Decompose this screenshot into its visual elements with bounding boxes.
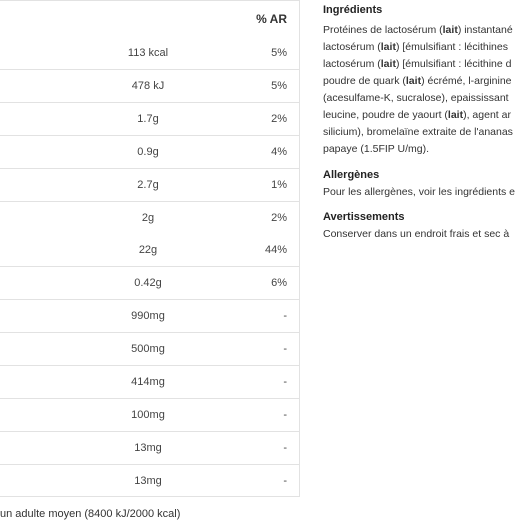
warnings-text: Conserver dans un endroit frais et sec à [323, 228, 510, 240]
ingredients-line [323, 124, 513, 141]
table-row [0, 267, 299, 300]
nutrient-value: 100mg [131, 408, 165, 421]
ingredients-fragment: ) [émulsifiant : lécithines [395, 41, 508, 53]
nutrient-value: 2.7g [137, 178, 159, 191]
nutrient-ar: - [283, 408, 287, 421]
nutrient-ar: - [283, 441, 287, 454]
allergens-title: Allergènes [323, 169, 380, 181]
nutrient-ar: 5% [271, 79, 287, 92]
nutrient-value: 13mg [134, 441, 162, 454]
nutrient-ar: 4% [271, 145, 287, 158]
allergen-highlight: lait [447, 109, 464, 121]
nutrient-value: 0.42g [134, 277, 162, 290]
nutrient-value: 414mg [131, 376, 165, 388]
table-row [0, 234, 299, 267]
nutrient-value: 478 kJ [131, 79, 165, 92]
nutrient-value: 990mg [131, 310, 165, 323]
ingredients-line [323, 141, 429, 158]
table-row [0, 399, 299, 432]
ingredients-fragment: (acesulfame-K, sucralose), epaississant [323, 92, 509, 104]
ingredients-line [323, 73, 512, 90]
ingredients-fragment: silicium), bromelaïne extraite de l'ananas [323, 126, 513, 138]
table-row [0, 70, 299, 103]
ingredients-title: Ingrédients [323, 4, 383, 16]
table-row [0, 366, 299, 399]
table-row [0, 202, 299, 235]
nutrient-value: 2g [141, 211, 155, 224]
nutrition-table-header [0, 1, 299, 38]
allergen-highlight: lait [380, 41, 396, 53]
table-row [0, 333, 299, 366]
ingredients-fragment: lactosérum ( [323, 41, 381, 53]
ingredients-fragment: poudre de quark ( [323, 75, 406, 87]
ingredients-fragment: ) instantané [457, 24, 513, 36]
nutrient-value: 113 kcal [127, 47, 169, 59]
nutrient-ar: 44% [264, 244, 287, 257]
nutrient-ar: 5% [271, 47, 287, 59]
ingredients-line [323, 22, 513, 39]
allergen-highlight: lait [405, 75, 422, 87]
nutrient-ar: 2% [271, 211, 287, 224]
ingredients-line [323, 90, 509, 107]
ingredients-fragment: lactosérum ( [323, 58, 381, 70]
nutrition-footnote: un adulte moyen (8400 kJ/2000 kcal) [0, 508, 181, 520]
nutrient-ar: 2% [271, 112, 287, 125]
ingredients-fragment: papaye (1.5FIP U/mg). [323, 143, 430, 155]
table-row [0, 103, 299, 136]
warnings-title: Avertissements [323, 211, 405, 223]
allergen-highlight: lait [442, 24, 458, 36]
ingredients-fragment: ), agent ar [463, 109, 511, 121]
ingredients-fragment: leucine, poudre de yaourt ( [323, 109, 448, 121]
ingredients-line [323, 56, 512, 73]
nutrient-value: 500mg [131, 343, 165, 356]
ingredients-line [323, 39, 508, 56]
table-row [0, 37, 299, 70]
nutrient-ar: - [283, 376, 287, 388]
nutrient-ar: 1% [271, 178, 287, 191]
nutrient-ar: - [283, 474, 287, 487]
nutrient-ar: - [283, 310, 287, 323]
nutrient-ar: 6% [271, 277, 287, 290]
table-row [0, 169, 299, 202]
table-row [0, 465, 299, 498]
nutrient-value: 1.7g [137, 112, 159, 125]
nutrient-value: 13mg [134, 474, 162, 487]
nutrient-ar: - [283, 343, 287, 356]
ar-column-header: % AR [256, 12, 287, 26]
ingredients-fragment: Protéines de lactosérum ( [323, 24, 443, 36]
nutrient-value: 22g [138, 244, 158, 257]
table-row [0, 136, 299, 169]
allergens-text: Pour les allergènes, voir les ingrédients e [323, 186, 516, 198]
allergen-highlight: lait [380, 58, 396, 70]
ingredients-fragment: ) [émulsifiant : lécithine d [395, 58, 512, 70]
ingredients-line [323, 107, 511, 124]
table-row [0, 300, 299, 333]
nutrient-value: 0.9g [137, 145, 159, 158]
ingredients-fragment: ) écrémé, l-arginine [421, 75, 512, 87]
table-row [0, 432, 299, 465]
